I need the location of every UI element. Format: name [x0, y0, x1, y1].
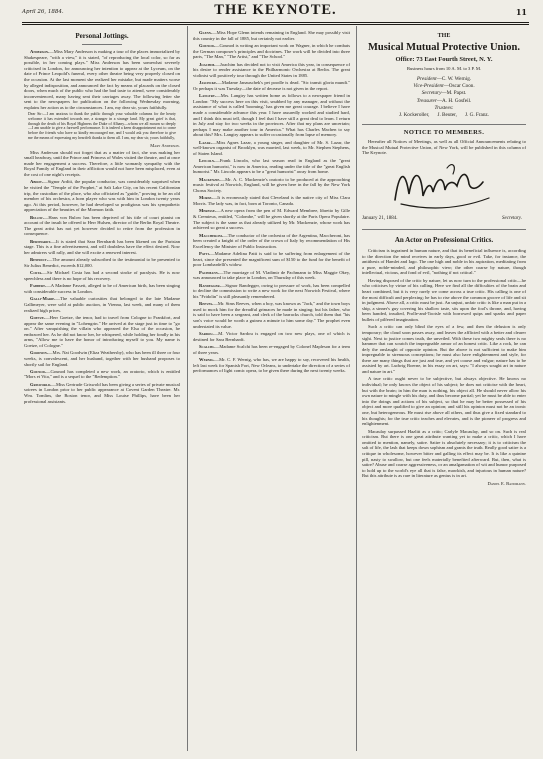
- news-item: [193, 140, 350, 157]
- news-item-text: —The valuable curiosities that belonged to the late Madame Gallimeyer, were sold at public auction, in Vienna, last week, and many of them realized high prices.: [24, 296, 180, 313]
- officer-name: M. Papst.: [446, 90, 467, 97]
- news-item-text: —Miss Gertrude Griswold has been giving a series of private musical soirees in London prior to her public appearance at Covent Garden Theatre. Mr. Wm. Tomlins, the Boston tenor, and Miss Louise Phillips, have been her professional assistants.: [24, 381, 180, 404]
- news-item: [193, 93, 350, 138]
- essay-paragraph: Criticism is ingrained in human nature, and that its beneficial influence is, according to the direction the mind receives in early days, good or evil. Take, for instance, the antithesis of Hamlet and Iago. The one high and noble in his aspiration, meditating from a pure, noble-minded, and philosophic view; the other coarse by nature, though intellectual, vicious, and fond of evil, "nothing if not critical.": [362, 248, 526, 276]
- header-rule: [22, 22, 529, 25]
- news-item-lead: Grisworld.: [30, 381, 52, 387]
- column-personal-jottings: [24, 30, 180, 748]
- officer-line: [362, 90, 526, 97]
- news-item-text: —Madame Janauschek's pet poodle is dead. "Sic transit gloria mundi." Or perhaps it was Tuesday—the date of decease is not given in the report.: [193, 80, 350, 91]
- news-item-lead: Lincoln.: [199, 158, 216, 164]
- news-item: [24, 179, 180, 213]
- news-item: [24, 270, 180, 281]
- news-item-lead: Bulow.: [30, 214, 44, 220]
- officer-line: [362, 98, 526, 105]
- trustee-name: J. Kockeroller,: [398, 112, 430, 119]
- trustees-label-text: Trustees:: [434, 104, 454, 111]
- essay-paragraph: Such a critic can only blind the eyes of a few, and then the delusion is only temporary; the cloud soon passes away, and leaves the afflicted with a better and clearer sight. Next to justice comes truth, the unveiled. With these two mighty seals there is no hammer that can scratch the impregnable armor of an honest critic. Like a rock, he can defy the onslaught of opposite opinion. But the above is not sufficient to make him impregnable to strenuous conceptions; he must also have enlightenment and style, for there are many things that are just and true, and yet coarse and vulgar; nature has to be assisted by art. Ludwig Boerne, in his essay on art, says: "I always sought art in nature and nature in art.": [362, 324, 526, 375]
- officer-name: Oscar Coon.: [448, 83, 475, 90]
- news-item: [24, 239, 180, 256]
- news-item-text: —Miss Agnes Lazar, a young singer, and daughter of Mr. S. Lazar, the well-known organist of Brooklyn, was married, last week, to Mr. Stephen Stephens, of Staten Island.: [193, 139, 350, 156]
- news-item-lead: Morse.: [199, 195, 213, 201]
- column-divider: [187, 26, 188, 751]
- news-item: [24, 382, 180, 404]
- union-office: Office: 73 East Fourth Street, N. Y.: [395, 56, 493, 63]
- news-item-text: —Frank Lincoln, who last season read in England as the "great American humorist," is now in America, reading under the title of the "great English humorist." Mr. Lincoln appears to be a "great humorist" away from home.: [193, 158, 350, 175]
- essay-author: Daniel E. Bandmann.: [487, 480, 526, 486]
- news-item-text: —It is stated that Sara Bernhardt has been likened on the Parisian stage. This is a fine advertisement, and will doubtless have the effect desired. Now her admirers will rally, and she will excite a renewed interest.: [24, 238, 180, 256]
- news-item: [24, 257, 180, 268]
- essay-rule: [362, 229, 526, 230]
- news-item-text: —Signor Arditi, the popular conductor, was considerably surprised when he visited the "Temple of the Prophet," at Salt Lake City, on his recent Californian trip, the custodian of the place, who also officiated as "guide," proving to be an old member of his orchestra, a horn player who was with him in London twenty years ago. At this period, however, he had developed so prodigious was his sympathetic appreciation of the beauties of the Mormon faith.: [24, 179, 180, 213]
- officer-separator: —: [436, 97, 443, 104]
- page-header: [22, 2, 529, 22]
- news-item-lead: Gounod.: [199, 42, 215, 48]
- trustee-name: J. G. Franz.: [464, 112, 490, 119]
- notice-role: Secretary.: [502, 216, 522, 221]
- header-date: April 26, 1884.: [22, 9, 64, 15]
- news-item-lead: Pachmann.: [199, 269, 219, 275]
- news-item: [193, 233, 350, 250]
- news-item: [24, 283, 180, 294]
- news-item: [193, 43, 350, 60]
- trustees-label: [362, 105, 526, 112]
- column-divider: [356, 26, 357, 751]
- news-item-text: —Sir Michael Costa has had a second stroke of paralysis. He is now speechless and there is no hope of his recovery.: [24, 270, 180, 281]
- news-item: [193, 331, 350, 342]
- officer-role: Vice-President: [413, 83, 444, 90]
- essay-paragraph: A true critic ought never to be subjective, but always objective. He knows no individual; he only knows the object of his subject; he does not criticise with the heart, but with the brain; in him the man is nothing, his object all. He should never allow his own nature to mingle with his duty, and thus become partial; yet he must be able to enter into the doings and actions of his subject, so that he may be better possessed of his object and more qualified to give an opinion; and still his opinion must not be an ironic one, but heterogeneous. He must rise above all others, and thus give a fixed standard to his thoughts; for the true critic teaches and elevates, and is the pioneer of progress and enlightenment.: [362, 376, 526, 427]
- news-item-text: —Gounod is writing an important work on Wagner, in which he combats the German composer's principles and doctrines. The work will be divided into three parts, "The Man," "The Artist," and "The School.": [193, 42, 350, 60]
- news-item-text: —Mrs. Langtry has written home as follows to a newspaper friend in London: "My success here on this visit, snubbed by any manager, and without the assistance of what is called 'booming,' has given me great courage. I believe I have made a considerable advance this year. I have assuredly worked and studied hard, and I think this must tell, though I feel that I have still a great deal to learn. I return in July and stay for two weeks in the provinces. After that my plans are uncertain; perhaps I may make another tour in America." What has Charles Machen to say about this? Mrs. Langtry appears to suffer occasionally from lapse of memory.: [193, 93, 350, 138]
- section-rule: [82, 44, 122, 45]
- news-item: [193, 208, 350, 230]
- trustee-name: J. Beuter,: [437, 112, 457, 119]
- page-number: 11: [515, 7, 527, 17]
- news-item-lead: Gounod.: [30, 368, 46, 374]
- news-item-text: —The marriage of M. Vladimir de Pachmann to Miss Maggie Okey, was announced to take place in London, on Thursday of this week.: [193, 269, 350, 281]
- news-item-text: —It is erroneously stated that Cleveland is the native city of Miss Clara Morris. The lady was, in fact, born at Toronto, Canada.: [193, 195, 350, 206]
- news-item-lead: Scalchi.: [199, 344, 215, 350]
- news-item-text: —Hans von Bulow has been deprived of his title of court pianist on account of the insult he offered to Herr Hulsen, director of the Berlin Royal Theatre. The great artist has not yet however decided to retire from the profession in consequence.: [24, 214, 180, 237]
- news-item: [24, 350, 180, 367]
- news-item: [193, 344, 350, 355]
- news-item: [24, 150, 180, 178]
- news-item: [193, 30, 350, 41]
- news-item-lead: Benedict.: [30, 257, 48, 263]
- secretary-signature: [362, 160, 526, 216]
- essay-body: [362, 248, 526, 479]
- news-item: [193, 251, 350, 268]
- union-name: Musical Mutual Protective Union.: [367, 42, 521, 53]
- news-item-lead: Costa.: [30, 270, 43, 276]
- news-item-lead: Goodwin.: [30, 350, 48, 356]
- notice-title: NOTICE TO MEMBERS.: [403, 129, 485, 137]
- news-item-lead: Joachim.: [199, 61, 216, 67]
- officer-line: [362, 76, 526, 83]
- news-item-text: —Mr. Sims Reeves, when a boy, was known as "Jack," and the town boys used to mock him for the dreadful grimaces he made in singing; but his father, who is said to have been a sergeant, and clerk of the barracks church, told them that "his son's voice would be worth a guinea a minute to him some day." The prophet even understated its value.: [193, 301, 350, 329]
- news-item-text: —Miss Hope Glenn intends remaining in England. She may possibly visit this country in the fall of 1885, but certainly not earlier.: [193, 30, 350, 41]
- trustees-list: [362, 112, 526, 119]
- news-item-text: —Madame Scalchi has been re-engaged by Colonel Mapleson for a term of three years.: [193, 344, 350, 355]
- officer-name: A. H. Gosfeil.: [442, 97, 472, 104]
- news-item: [24, 369, 180, 380]
- news-item-lead: Maccheroni.: [199, 232, 224, 238]
- news-item-text: —Gounod has completed a new work, an oratorio, which is entitled "Mors et Vita," and is a sequel to the "Redemption.": [24, 368, 180, 380]
- news-item-text: —Mr. A. C. Mackenzie's oratorio to be produced at the approaching music festival at Norwich, England, will be given here in the fall by the New York Chorus Society.: [193, 176, 350, 194]
- news-item: [193, 158, 350, 175]
- news-item-text: —A Madame Fassett, alleged to be of American birth, has been singing with considerable success in London.: [24, 283, 180, 294]
- news-item-lead: Meresse.: [199, 208, 216, 214]
- news-item: [193, 80, 350, 91]
- col2-body: [193, 30, 350, 374]
- news-item-text: Miss Anderson should not forget that as a matter of fact, she was making her small headway, until the Prince and Princess of Wales visited the theatre, and at once made her engagement a success. Therefore, a little womanly sympathy with the Royal Family of England in their affliction would not have been misplaced, even at the cost of one night's receipts.: [24, 149, 180, 177]
- union-officers: [362, 76, 526, 105]
- news-item-text: —M. Victor Sardou is engaged on two new plays, one of which is destined for Sara Bernhardt.: [193, 331, 350, 342]
- letter-signature: Mary Anderson.: [150, 142, 180, 148]
- column-union-and-essay: [362, 30, 526, 748]
- essay-title: An Actor on Professional Critics.: [394, 236, 494, 244]
- news-item-text: —The amount already subscribed to the testimonial to be presented to Sir Julius Benedict, exceeds $12,000.: [24, 257, 180, 269]
- news-item-lead: Lazar.: [199, 139, 212, 145]
- essay-paragraph: Having disposed of the critic by nature, let us now turn to the professional critic—he who criticises by virtue of his calling. Here we find all the difficulties of the brain and heart combined, but it is very rarely we come across a true critic. His calling is one of the most difficult and perplexing; he has to rise above the common groove of life and sit in judgment. Above all, a critic must be just. An unjust, unfair critic is like a man put in a ship, a sinner's guy covering his shallow taste, sits upon the fool's throne, and, having been handed, insulted, Prolle-and-Tootsle with borrowed quips and sparks and paper bullets of pilfered imagination.: [362, 277, 526, 322]
- news-item-text: —Mrs. Nat Goodwin (Eliza Weathersby), who has been ill three or four weeks, is convalescent, and her husband, together with her husband proposes to shortly sail for England.: [24, 350, 180, 367]
- officer-name: C. W. Wernig.: [441, 76, 472, 82]
- officer-line: [362, 83, 526, 90]
- news-item: [24, 49, 180, 111]
- officer-separator: —: [436, 76, 442, 82]
- officer-separator: —: [441, 90, 447, 97]
- news-item: [193, 270, 350, 281]
- officer-separator: —: [443, 83, 449, 90]
- news-item: [193, 177, 350, 194]
- news-item-lead: Wernig.: [199, 357, 215, 363]
- officer-role: President: [416, 76, 437, 82]
- notice-text: Hereafter all Notices of Meetings, as well as all Official Announcements relating to the Musical Mutual Protective Union, of New York, will be published in this column of The Keynote.: [362, 139, 526, 156]
- masthead-title: THE KEYNOTE.: [214, 2, 337, 18]
- news-item-text: —The conductor of the orchestra of the Argentina, Maccheroni, has been created a knight of the order of the crown of Italy by recommendation of His Excellency the Minister of Public Instruction.: [193, 232, 350, 249]
- news-item: [24, 315, 180, 349]
- news-item-text: —Herr Goetze, the tenor, had to travel from Cologne to Frankfort, and appear the same evening in "Lohengrin." He arrived at the stage just in time to "go on." After vanquishing the villain who appeared the Elsa of the occasion, he embraced her. As he did not know her, he whispered, while holding her fondly in his arms, "Allow me to have the honor of introducing myself to you. My name is Goetze, of Cologne.": [24, 314, 180, 348]
- quoted-letter: Dear Sir:—I am anxious to thank the public through your valuable columns for the hearty welcome it has extended towards me, a stranger in a strange land. My great grief is that, through the death of his Royal Highness the Duke of Albany—whom we all mourn so deeply—I am unable to give a farewell performance. It is indeed a keen disappointment not to come before the friends who have so kindly encouraged me, and I would ask you therefore to give me the means of expressing my heartfelt thanks to them all. I am, my dear sir, yours faithfully,: [28, 112, 176, 140]
- column-personal-jottings-continued: [193, 30, 350, 748]
- news-item-lead: Patti.: [199, 251, 211, 257]
- news-item-text: —Joachim has decided not to visit America this year, in consequence of his desire to render assistance to the Philharmonic Orchestra at Berlin. The great violinist will positively tour through the United States in 1885.: [193, 61, 350, 78]
- notice-date: January 21, 1884.: [362, 216, 398, 221]
- news-item: [193, 357, 350, 374]
- news-item-lead: Anderson.: [30, 49, 50, 54]
- news-item-lead: Glenn.: [199, 30, 213, 35]
- officer-role: Secretary: [421, 90, 442, 97]
- news-item-lead: Sardou.: [199, 331, 214, 337]
- news-item-text: —Signor Randegger, owing to pressure of work, has been compelled to decline the commission to write a new work for the next Norwich Festival, where his "Fridolin" is still pleasantly remembered.: [193, 282, 350, 299]
- news-item-lead: Fabbert.: [30, 283, 47, 289]
- col1-body: [24, 49, 180, 404]
- news-item-text: —Madame Adelina Patti is said to be suffering from enlargement of the heart, since she presented the magnificent sum of $150 to the fund for the benefit of poor Lombardelli's widow.: [193, 251, 350, 268]
- news-item-lead: Galli-Marie.: [30, 296, 56, 302]
- union-rule: [362, 124, 526, 125]
- news-item-text: —Mr. C. F. Wernig, who has, we are happy to say, recovered his health, left last week for Spanish Fort, New Orleans, to undertake the direction of a series of performances of light comic opera, to be given there during the next twenty weeks.: [193, 357, 350, 374]
- notice-date-line: [362, 216, 526, 224]
- signature-flourish: [387, 160, 497, 216]
- news-item: [193, 195, 350, 206]
- union-hours: Business hours from 10 A. M. to 3 P. M.: [406, 66, 482, 71]
- union-the: THE: [437, 33, 451, 39]
- news-item-lead: Langtry.: [199, 93, 217, 99]
- news-item: [24, 215, 180, 237]
- news-item-lead: Randegger.: [199, 282, 221, 288]
- news-item-lead: Jaschcke.: [199, 80, 218, 86]
- news-item-lead: Goetze.: [30, 314, 46, 320]
- officer-role: Treasurer: [416, 97, 437, 104]
- news-item-lead: Mackenzie.: [199, 176, 221, 182]
- news-item-lead: Abdot.: [30, 179, 43, 185]
- news-item: [193, 283, 350, 300]
- essay-paragraph: Macaulay surpassed Hazlitt as a critic; Carlyle Macaulay, and so on. Such is real criticism. But there is one great attribute wanting yet to make a critic, which I have omitted to mention, namely, satire. Satire is absolutely necessary; it is to criticism the salt of life, the lash that keeps down sophism and grants the truth. Really good satire is a critique in wholesome, however bitter and galling its effect may be. It is like a quinine pill, nasty to swallow, but one feels materially benefited afterward. But, then, what is satire? Abuse and coarse aggressiveness, or an amalgamation of wit and humor purposed to hold up to the world's eye all that is false, mawkish, and injurious in human nature? But this attribute is as rare in literature as genius is in art.: [362, 428, 526, 479]
- news-item: [193, 62, 350, 79]
- news-item-text: —Miss Mary Anderson is making a tour of the places immortalized by Shakespeare, "with a view," it is stated, "of reproducing the local color, so far as possible, in her coming plays." Miss Anderson has been somewhat severely criticised in London, for announcing her intention to appear at the Lyceum, on the date of Prince Leopold's funeral, every other theatre being very properly closed on the occasion. At the last moment she realized her mistake, but made matters worse by alleged indisposition, and announced the fact by means of placards on the closed doors, when much of the public who had the bad taste to attend, were considerably inconvenienced, many having sent their carriages away. The following letter she sent to the newspapers for publication on the following Wednesday morning, explains her action as to the circumstances. I am, my dear sir, yours faithfully.: [24, 49, 180, 110]
- news-item-text: —A new opera from the pen of M. Edward Membree, libretto by Gille & Cremieux, entitled, "Colombe," will be given shortly at the Paris Opera Populaire. The subject is the same as that already utilized by Mr. Mackenzie, whose work has achieved so great a success.: [193, 208, 350, 231]
- news-item: [193, 301, 350, 329]
- section-title: Personal Jottings.: [75, 32, 129, 40]
- news-item: [24, 296, 180, 313]
- news-item-lead: Reeves.: [199, 301, 214, 307]
- news-item-lead: Bernhardt.: [30, 238, 52, 244]
